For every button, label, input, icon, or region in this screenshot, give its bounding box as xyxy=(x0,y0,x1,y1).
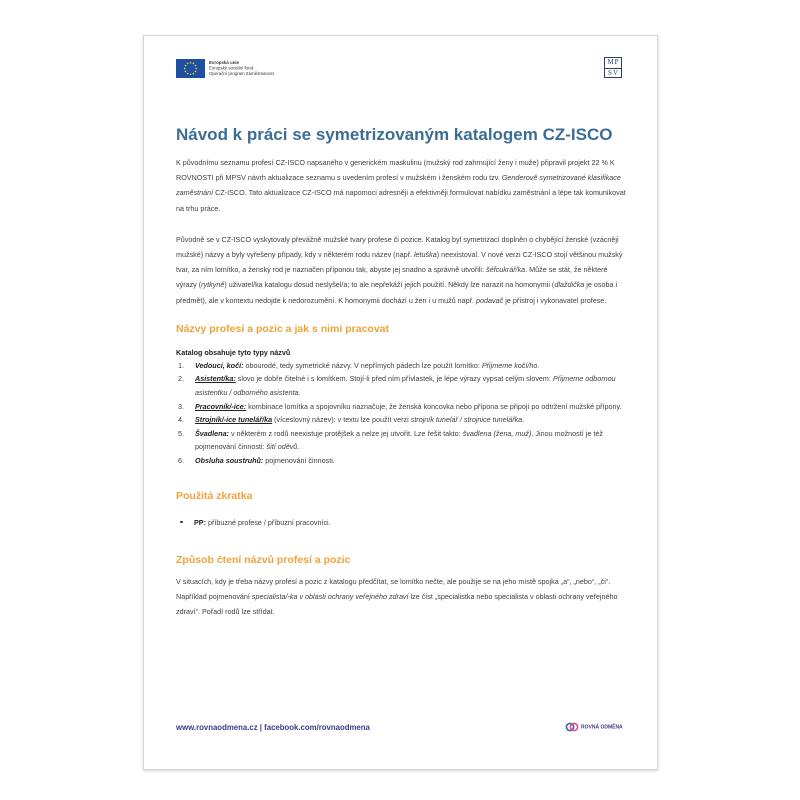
list-text: kombinace lomítka a spojovníku naznačuje, že ženská koncovka nebo přípona se připojí po odtržení mužské přípony. xyxy=(246,401,622,411)
list-example: Přijmeme kočí/ho. xyxy=(481,360,540,370)
paragraph-text: je osoba i předmět), ale v kontextu nedojde k nedorozumění. K homonymii dochází u žen i u mužů např. xyxy=(176,280,618,305)
list-text: . Jinou možností je též pojmenování činnosti: xyxy=(195,428,603,452)
list-item xyxy=(176,359,628,373)
name-types-list xyxy=(176,359,628,468)
list-term: Vedoucí, kočí: xyxy=(195,360,244,370)
document-title: Návod k práci se symetrizovaným katalogem CZ-ISCO xyxy=(176,125,613,144)
list-item-body xyxy=(195,454,628,468)
footer-links xyxy=(176,722,370,734)
eu-logo-line: Evropský sociální fond xyxy=(209,65,254,71)
list-number: 6. xyxy=(178,455,184,465)
list-text: obourodé, tedy symetrické názvy. V nepřímých pádech lze použít lomítko: xyxy=(243,360,482,370)
list-text: . xyxy=(297,442,300,452)
paragraph-text: Původně se v CZ-ISCO vyskytovaly převážně mužské tvary profese či pozice. Katalog byl symetrizací doplněn o chybějící ženské (vzácněji mužské) názvy a byly vyřešeny případy, kdy v některém rodu název (např. xyxy=(176,234,619,260)
mpsv-logo-top: MP xyxy=(605,58,621,69)
paragraph-text: K původnímu seznamu profesí CZ-ISCO napsaného v generickém maskulinu (mužský rod zahrnující ženy i muže) připravil projekt 22 % K ROVNOSTI při MPSV návrh aktualizace seznamu s uvedením profesí v mužském i ženském rodu tzv. xyxy=(176,158,615,183)
eu-logo-line: Evropská unie xyxy=(209,60,240,65)
list-term: Obsluha soustruhů: xyxy=(195,455,264,465)
emphasis-text: specialista/-ka v oblasti ochrany veřejného zdraví xyxy=(251,591,409,601)
eu-logo-text xyxy=(209,60,274,77)
footer-logo-text: ROVNÁ ODMĚNA xyxy=(581,724,623,730)
emphasis-text: Genderově symetrizované klasifikace zaměstnání xyxy=(176,173,621,198)
emphasis-text: šéfcukrář/ka xyxy=(486,265,526,275)
list-text: (víceslovný název): v textu lze použít verzi xyxy=(272,415,411,425)
list-item xyxy=(176,400,628,414)
bullet-icon xyxy=(180,521,183,524)
list-item xyxy=(176,372,628,399)
list-text: v některém z rodů neexistuje protějšek a nelze jej utvořit. Lze řešit takto: xyxy=(228,428,463,438)
paragraph-text: je přístroj i vykonavatel profese. xyxy=(503,295,607,305)
list-item-body xyxy=(195,400,628,414)
reading-paragraph xyxy=(176,574,628,620)
list-item xyxy=(176,454,628,468)
footer-website: www.rovnaodmena.cz xyxy=(176,723,258,732)
intro-paragraph xyxy=(176,232,628,308)
intro-paragraph xyxy=(176,155,628,216)
list-text: slovo je dobře čitelné i s lomítkem. Stojí-li před ním přívlastek, je lépe výrazy vypsat celým slovem: xyxy=(235,374,553,384)
list-item xyxy=(176,413,628,427)
list-heading: Katalog obsahuje tyto typy názvů xyxy=(176,347,291,357)
eu-logo-line: Operační program Zaměstnanost xyxy=(209,71,274,76)
list-item-body xyxy=(195,427,628,454)
paragraph-text: ) neexistoval. V nové verzi CZ-ISCO stojí většinou mužský tvar, za ním lomítko, a ženský rod je naznačen příponou tak, abyste jej snadno a správně utvořili: xyxy=(176,250,623,275)
list-number: 3. xyxy=(178,401,184,411)
list-item xyxy=(176,427,628,454)
list-term: Pracovník/-ice: xyxy=(195,401,247,411)
emphasis-text: dlaždička xyxy=(554,280,585,290)
document-body xyxy=(176,125,628,619)
mpsv-logo-bottom: SV xyxy=(608,68,619,77)
footer-separator: | xyxy=(259,723,262,732)
list-term: Švadlena: xyxy=(195,428,229,438)
paragraph-text: V situacích, kdy je třeba názvy profesí a pozic z katalogu předčítat, se lomítko nečte, ale použije se na jeho místě spojka „a“, „nebo“, „či“. Například pojmenování xyxy=(176,576,611,601)
list-number: 2. xyxy=(178,374,184,384)
list-example: švadlena (žena, muž) xyxy=(462,428,532,438)
abbreviation-list xyxy=(176,515,628,530)
list-text: . xyxy=(522,415,525,425)
list-number: 1. xyxy=(178,360,184,370)
list-example: strojník tunelář / strojnice tunelářka xyxy=(410,415,523,425)
paragraph-text: . Může se stát, že některé výrazy ( xyxy=(176,265,608,290)
paragraph-text: lze číst „specialistka nebo specialista v oblasti ochrany veřejného zdraví“. Pořadí rodů lze střídat. xyxy=(176,591,618,616)
section-heading-names: Názvy profesí a pozic a jak s nimi pracovat xyxy=(176,322,389,335)
paragraph-text: CZ-ISCO. Tato aktualizace CZ-ISCO má napomoci adresněji a efektivněji formulovat nabídku zaměstnání a lépe tak komunikovat na trhu práce. xyxy=(176,188,626,213)
list-item xyxy=(176,515,628,530)
abbreviation-text: příbuzné profese / příbuzní pracovníci. xyxy=(205,517,331,527)
eu-flag-icon xyxy=(176,59,205,78)
list-term: Strojník/-ice tunelář/ka xyxy=(195,415,273,425)
list-item-body xyxy=(195,359,628,373)
emphasis-text: letuška xyxy=(413,250,437,260)
section-heading-abbreviations: Použitá zkratka xyxy=(176,490,253,503)
list-item-body xyxy=(195,413,628,427)
list-example: šití oděvů xyxy=(266,442,298,452)
paragraph-text: ) uživatel/ka katalogu dosud neslyšel/a; to ale nepřekáží jejich použití. Někdy lze narazit na homonymii ( xyxy=(224,280,555,290)
list-term: Asistent/ka: xyxy=(195,374,236,384)
list-item-body xyxy=(195,372,628,399)
list-number: 5. xyxy=(178,428,184,438)
document-page xyxy=(143,35,658,770)
section-heading-reading: Způsob čtení názvů profesí a pozic xyxy=(176,554,351,567)
emphasis-text: rytkyně xyxy=(201,280,225,290)
emphasis-text: podavač xyxy=(476,295,504,305)
rovna-odmena-logo-icon xyxy=(565,720,579,734)
list-example: Přijmeme odbornou asistentku / odborného asistenta. xyxy=(195,374,616,398)
abbreviation-term: PP: xyxy=(194,517,206,527)
footer-facebook: facebook.com/rovnaodmena xyxy=(264,723,370,732)
list-text: pojmenování činnosti. xyxy=(263,455,335,465)
mpsv-logo xyxy=(604,57,622,78)
list-number: 4. xyxy=(178,415,184,425)
